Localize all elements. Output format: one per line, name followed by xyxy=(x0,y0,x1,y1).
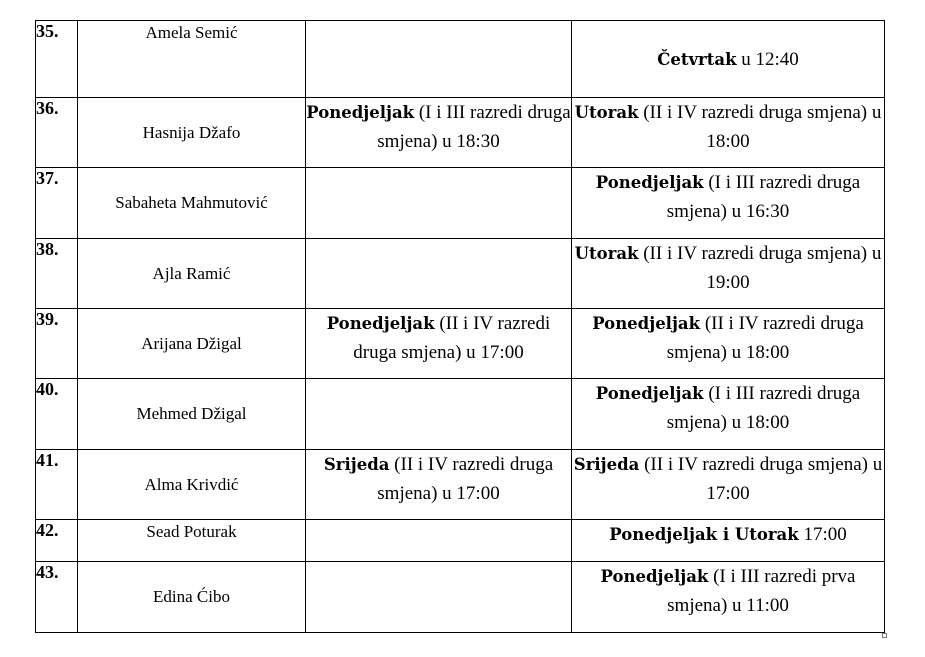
schedule-slot-second xyxy=(572,239,885,309)
table-row xyxy=(36,309,885,379)
schedule-slot-first xyxy=(306,168,572,239)
slot-day: Ponedjeljak xyxy=(595,173,704,192)
row-number: 37. xyxy=(36,168,78,239)
slot-detail: (II i IV razredi druga smjena) u 17:00 xyxy=(353,313,551,363)
slot-day: Četvrtak xyxy=(657,49,737,69)
slot-day: Srijeda xyxy=(323,455,390,474)
schedule-slot-second xyxy=(572,520,885,562)
row-number: 39. xyxy=(36,309,78,379)
slot-day: Utorak xyxy=(574,103,639,122)
table-row xyxy=(36,562,885,633)
schedule-slot-first xyxy=(306,21,572,98)
schedule-slot-first xyxy=(306,239,572,309)
schedule-slot-first xyxy=(306,450,572,520)
slot-detail: (II i IV razredi druga smjena) u 18:00 xyxy=(638,102,882,152)
teacher-name: Hasnija Džafo xyxy=(78,98,306,168)
row-number: 36. xyxy=(36,98,78,168)
slot-day: Ponedjeljak xyxy=(595,384,704,403)
slot-detail: (I i III razredi prva smjena) u 11:00 xyxy=(667,566,856,616)
teacher-name: Edina Ćibo xyxy=(78,562,306,633)
teacher-name: Ajla Ramić xyxy=(78,239,306,309)
row-number: 35. xyxy=(36,21,78,98)
teacher-name: Alma Krivdić xyxy=(78,450,306,520)
table-row xyxy=(36,21,885,98)
table-row xyxy=(36,168,885,239)
slot-day: Srijeda xyxy=(573,455,640,474)
row-number: 42. xyxy=(36,520,78,562)
teacher-name: Mehmed Džigal xyxy=(78,379,306,450)
schedule-table xyxy=(35,20,885,633)
schedule-slot-second xyxy=(572,98,885,168)
slot-detail: (II i IV razredi druga smjena) u 18:00 xyxy=(666,313,864,363)
slot-detail: (II i IV razredi druga smjena) u 17:00 xyxy=(639,454,883,504)
schedule-slot-first xyxy=(306,98,572,168)
schedule-slot-second xyxy=(572,21,885,98)
row-number: 43. xyxy=(36,562,78,633)
schedule-slot-second xyxy=(572,168,885,239)
slot-detail: 17:00 xyxy=(798,524,847,545)
schedule-slot-first xyxy=(306,309,572,379)
slot-day: Ponedjeljak i Utorak xyxy=(609,525,799,544)
teacher-name: Arijana Džigal xyxy=(78,309,306,379)
slot-day: Utorak xyxy=(574,244,639,263)
row-number: 40. xyxy=(36,379,78,450)
row-number: 41. xyxy=(36,450,78,520)
slot-detail: (I i III razredi druga smjena) u 18:30 xyxy=(377,102,571,152)
schedule-slot-second xyxy=(572,562,885,633)
teacher-name: Amela Semić xyxy=(78,21,306,98)
paragraph-end-mark xyxy=(882,633,887,638)
table-row xyxy=(36,379,885,450)
slot-day: Ponedjeljak xyxy=(592,314,701,333)
table-row xyxy=(36,450,885,520)
table-row xyxy=(36,239,885,309)
slot-detail: (II i IV razredi druga smjena) u 19:00 xyxy=(638,243,882,293)
schedule-slot-first xyxy=(306,379,572,450)
slot-detail: (I i III razredi druga smjena) u 18:00 xyxy=(666,383,861,433)
schedule-slot-first xyxy=(306,520,572,562)
slot-day: Ponedjeljak xyxy=(306,103,415,122)
slot-detail: (I i III razredi druga smjena) u 16:30 xyxy=(666,172,861,222)
table-row xyxy=(36,520,885,562)
teacher-name: Sead Poturak xyxy=(78,520,306,562)
schedule-slot-second xyxy=(572,309,885,379)
table-row xyxy=(36,98,885,168)
schedule-slot-first xyxy=(306,562,572,633)
row-number: 38. xyxy=(36,239,78,309)
slot-day: Ponedjeljak xyxy=(600,567,709,586)
slot-detail: (II i IV razredi druga smjena) u 17:00 xyxy=(377,454,554,504)
teacher-name: Sabaheta Mahmutović xyxy=(78,168,306,239)
schedule-slot-second xyxy=(572,379,885,450)
slot-detail: u 12:40 xyxy=(736,48,799,70)
slot-day: Ponedjeljak xyxy=(326,314,435,333)
schedule-slot-second xyxy=(572,450,885,520)
